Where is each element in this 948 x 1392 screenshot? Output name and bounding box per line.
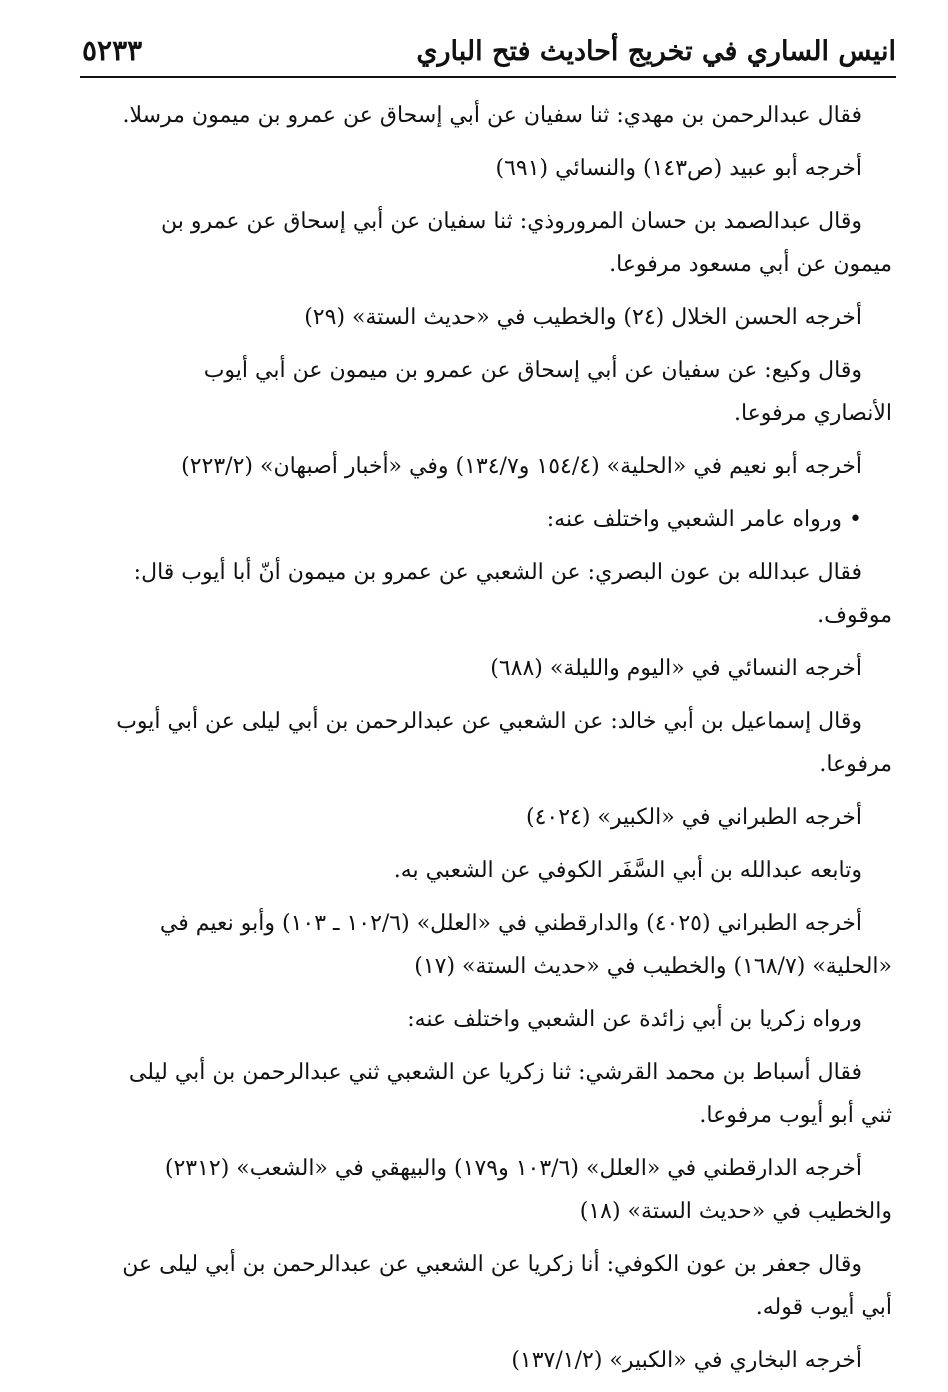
paragraph-12: وتابعه عبدالله بن أبي السَّفَر الكوفي عن الشعبي به. <box>393 858 862 883</box>
paragraph-4: أخرجه الحسن الخلال (٢٤) والخطيب في «حديث الستة» (٢٩) <box>304 305 862 330</box>
paragraph-13: أخرجه الطبراني (٤٠٢٥) والدارقطني في «العلل» (١٠٢/٦ ـ ١٠٣) وأبو نعيم في «الحلية» (١٦٨/٧) والخطيب في «حديث الستة» (١٧) <box>159 911 892 979</box>
paragraph-5: وقال وكيع: عن سفيان عن أبي إسحاق عن عمرو بن ميمون عن أبي أيوب الأنصاري مرفوعا. <box>203 358 892 426</box>
paragraph-11: أخرجه الطبراني في «الكبير» (٤٠٢٤) <box>525 805 862 830</box>
paragraph-18: أخرجه البخاري في «الكبير» (١٣٧/١/٢) <box>511 1348 862 1373</box>
paragraph-2: أخرجه أبو عبيد (ص١٤٣) والنسائي (٦٩١) <box>495 156 862 181</box>
paragraph-14: ورواه زكريا بن أبي زائدة عن الشعبي واختلف عنه: <box>407 1007 862 1032</box>
paragraph-3: وقال عبدالصمد بن حسان المروروذي: ثنا سفيان عن أبي إسحاق عن عمرو بن ميمون عن أبي مسعود مرفوعا. <box>161 209 892 277</box>
book-title: انيس الساري في تخريج أحاديث فتح الباري <box>416 36 896 67</box>
paragraph-7: • ورواه عامر الشعبي واختلف عنه: <box>546 507 862 532</box>
paragraph-10: وقال إسماعيل بن أبي خالد: عن الشعبي عن عبدالرحمن بن أبي ليلى عن أبي أيوب مرفوعا. <box>116 709 892 777</box>
body-text <box>80 94 892 1392</box>
page-number: ٥٢٣٣ <box>82 34 143 67</box>
running-header <box>80 28 896 78</box>
paragraph-1: فقال عبدالرحمن بن مهدي: ثنا سفيان عن أبي إسحاق عن عمرو بن ميمون مرسلا. <box>122 103 862 128</box>
paragraph-6: أخرجه أبو نعيم في «الحلية» (١٥٤/٤ و١٣٤/٧) وفي «أخبار أصبهان» (٢٢٣/٢) <box>181 454 862 479</box>
paragraph-8: فقال عبدالله بن عون البصري: عن الشعبي عن عمرو بن ميمون أنّ أبا أيوب قال: موقوف. <box>133 560 892 628</box>
paragraph-17: وقال جعفر بن عون الكوفي: أنا زكريا عن الشعبي عن عبدالرحمن بن أبي ليلى عن أبي أيوب قوله. <box>122 1252 892 1320</box>
paragraph-15: فقال أسباط بن محمد القرشي: ثنا زكريا عن الشعبي ثني عبدالرحمن بن أبي ليلى ثني أبو أيوب مرفوعا. <box>128 1060 892 1128</box>
paragraph-9: أخرجه النسائي في «اليوم والليلة» (٦٨٨) <box>490 656 862 681</box>
paragraph-16: أخرجه الدارقطني في «العلل» (١٠٣/٦ و١٧٩) والبيهقي في «الشعب» (٢٣١٢) والخطيب في «حديث الستة» (١٨) <box>164 1156 892 1224</box>
